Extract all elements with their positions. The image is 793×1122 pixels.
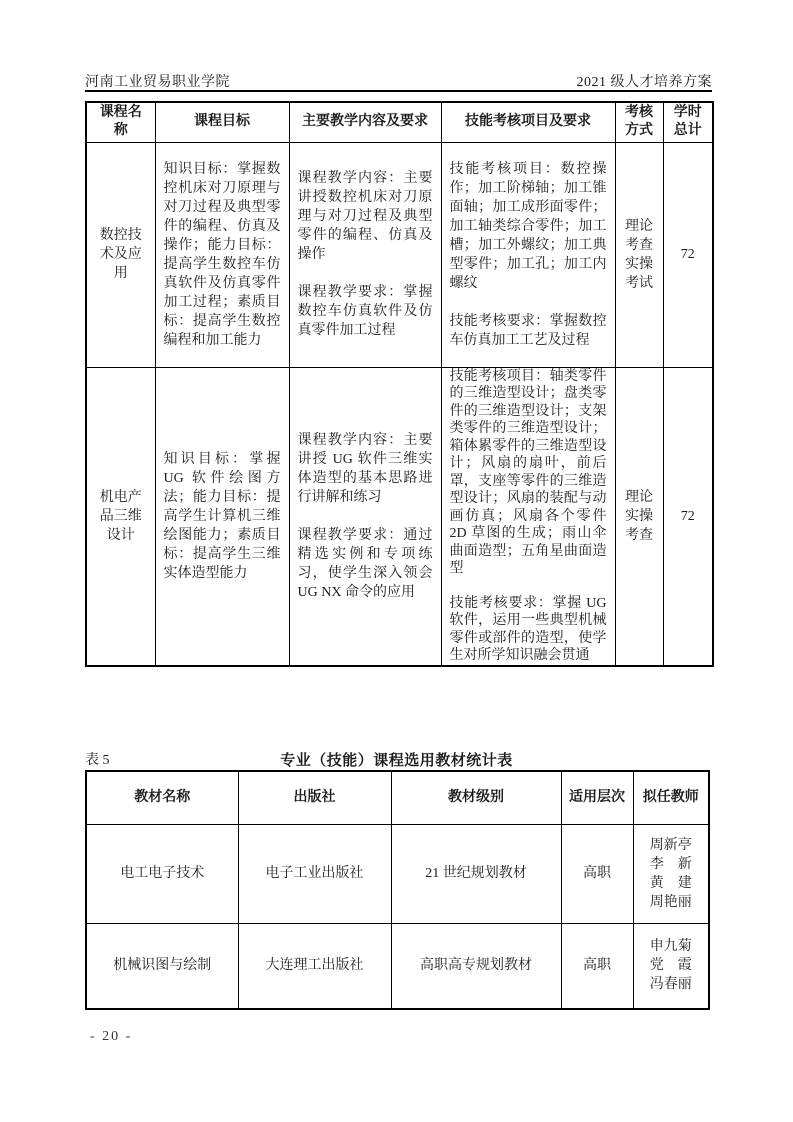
course-objectives: 知识目标：掌握 UG 软件绘图方法；能力目标：提高学生计算机三维绘图能力；素质目标：提高学生三维实体造型能力	[155, 367, 289, 666]
textbook-publisher: 电子工业出版社	[238, 824, 391, 923]
textbook-level: 高职高专规划教材	[391, 923, 561, 1009]
textbook-table-title: 专业（技能）课程选用教材统计表	[280, 753, 513, 769]
course-name: 数控技术及应用	[86, 142, 155, 367]
textbook-header-publisher: 出版社	[238, 771, 391, 824]
course-header-name: 课程名称	[86, 102, 155, 142]
textbook-table-header-row	[86, 771, 709, 824]
course-header-method: 考核方式	[615, 102, 663, 142]
teaching-content: 课程教学内容：主要讲授 UG 软件三维实体造型的基本思路进行讲解和练习	[297, 432, 433, 505]
course-row-3d-design	[86, 367, 713, 666]
teacher-name: 周新亭	[649, 837, 692, 853]
textbook-header-name: 教材名称	[86, 771, 238, 824]
teacher-name: 李 新	[649, 856, 692, 872]
course-name: 机电产品三维设计	[86, 367, 155, 666]
teacher-name: 周艳丽	[649, 894, 692, 910]
assessment-items: 技能考核项目：数控操作；加工阶梯轴；加工锥面轴；加工成形面零件；加工轴类综合零件；加工槽；加工外螺纹；加工典型零件；加工孔；加工内螺纹	[449, 161, 607, 291]
teaching-requirement: 课程教学要求：通过精选实例和专项练习，使学生深入领会 UG NX 命令的应用	[297, 527, 433, 600]
course-assessment-cell	[441, 142, 615, 367]
textbook-publisher: 大连理工出版社	[238, 923, 391, 1009]
table-number-label: 表 5	[85, 753, 110, 768]
course-method: 理论考查实操考试	[615, 142, 663, 367]
teacher-name: 黄 建	[649, 875, 692, 891]
course-hours: 72	[663, 142, 713, 367]
course-header-hours: 学时总计	[663, 102, 713, 142]
textbook-header-teachers: 拟任教师	[633, 771, 709, 824]
textbook-level: 21 世纪规划教材	[391, 824, 561, 923]
page-number: - 20 -	[90, 1029, 133, 1044]
textbook-table-caption	[85, 749, 708, 769]
course-method: 理论实操考查	[615, 367, 663, 666]
textbook-tier: 高职	[561, 923, 633, 1009]
header-plan-title: 2021 级人才培养方案	[576, 75, 712, 90]
textbook-tier: 高职	[561, 824, 633, 923]
textbook-name: 电工电子技术	[86, 824, 238, 923]
textbook-header-level: 教材级别	[391, 771, 561, 824]
course-row-cnc	[86, 142, 713, 367]
course-header-content: 主要教学内容及要求	[289, 102, 441, 142]
course-hours: 72	[663, 367, 713, 666]
teaching-requirement: 课程教学要求：掌握数控车仿真软件及仿真零件加工过程	[297, 285, 433, 338]
assessment-requirement: 技能考核要求：掌握 UG 软件，运用一些典型机械零件或部件的造型，使学生对所学知识融会贯通	[449, 595, 607, 663]
textbook-header-tier: 适用层次	[561, 771, 633, 824]
course-teaching-cell	[289, 142, 441, 367]
course-assessment-cell	[441, 367, 615, 666]
teacher-name: 冯春丽	[649, 977, 692, 993]
course-table-grid	[85, 101, 714, 667]
textbook-name: 机械识图与绘制	[86, 923, 238, 1009]
textbook-row-drawing	[86, 923, 709, 1009]
course-table-header-row	[86, 102, 713, 142]
assessment-requirement: 技能考核要求：掌握数控车仿真加工工艺及过程	[449, 313, 607, 348]
course-header-assessment: 技能考核项目及要求	[441, 102, 615, 142]
textbook-row-electronics	[86, 824, 709, 923]
course-objectives: 知识目标：掌握数控机床对刀原理与对刀过程及典型零件的编程、仿真及操作；能力目标：提高学生数控车仿真软件及仿真零件加工过程；素质目标：提高学生数控编程和加工能力	[155, 142, 289, 367]
assessment-items: 技能考核项目：轴类零件的三维造型设计；盘类零件的三维造型设计；支架类零件的三维造型设计；箱体累零件的三维造型设计；风扇的扇叶，前后罩，支座等零件的三维造型设计；风扇的装配与动画仿真；风扇各个零件 2D 草图的生成；雨山伞曲面造型；五角星曲面造型	[449, 368, 607, 576]
teacher-name: 党 霞	[649, 958, 692, 974]
course-teaching-cell	[289, 367, 441, 666]
textbook-teachers	[633, 923, 709, 1009]
course-header-objectives: 课程目标	[155, 102, 289, 142]
textbook-table	[85, 770, 710, 1010]
teaching-content: 课程教学内容：主要讲授数控机床对刀原理与对刀过程及典型零件的编程、仿真及操作	[297, 171, 433, 262]
textbook-table-grid	[85, 770, 710, 1010]
course-table	[85, 101, 714, 667]
textbook-teachers	[633, 824, 709, 923]
header-institution: 河南工业贸易职业学院	[85, 75, 230, 90]
teacher-name: 申九菊	[649, 939, 692, 955]
header-rule	[85, 90, 712, 92]
